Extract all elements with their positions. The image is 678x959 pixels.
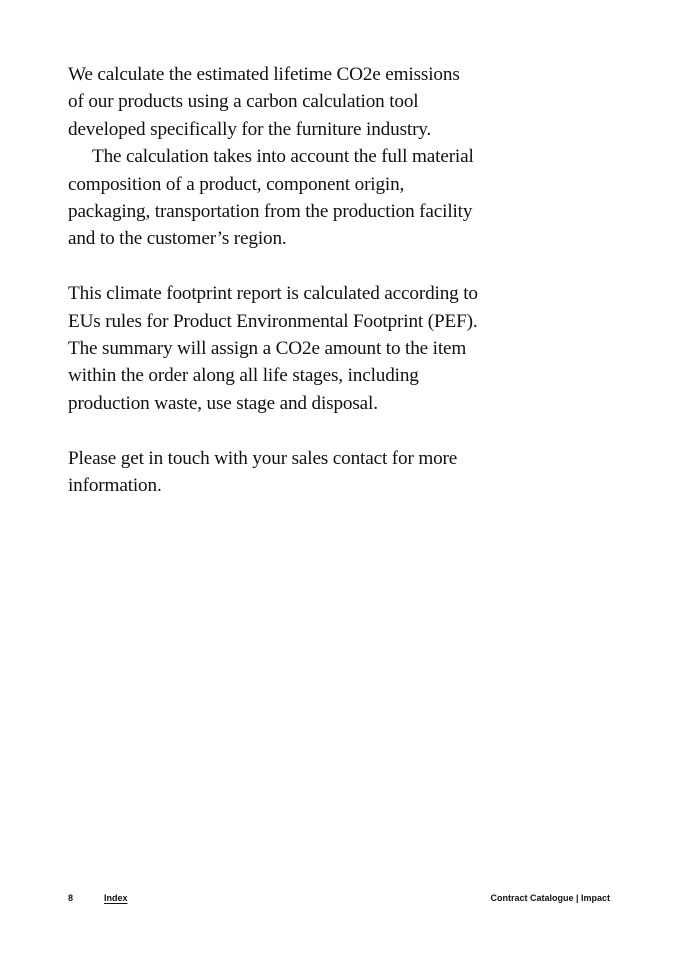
paragraph-3: Please get in touch with your sales contact for more information. <box>68 447 458 497</box>
page-footer <box>68 891 610 907</box>
page-number: 8 <box>68 893 74 903</box>
running-title: Contract Catalogue | Impact <box>490 893 610 903</box>
body-text <box>68 61 478 499</box>
paragraph-1-sentence-1: We calculate the estimated lifetime CO2e emissions of our products using a carbon calculation tool developed specifically for the furniture industry. <box>68 64 460 140</box>
paragraph-2: This climate footprint report is calculated according to EUs rules for Product Environmental Footprint (PEF). The summary will assign a CO2e amount to the item within the order along all life stages, including production waste, use stage and disposal. <box>68 283 478 414</box>
paragraph-1-sentence-2: The calculation takes into account the full material composition of a product, component origin, packaging, transportation from the production facility and to the customer’s region. <box>68 146 474 250</box>
paragraph-1 <box>68 61 478 253</box>
index-link[interactable]: Index <box>104 893 128 903</box>
